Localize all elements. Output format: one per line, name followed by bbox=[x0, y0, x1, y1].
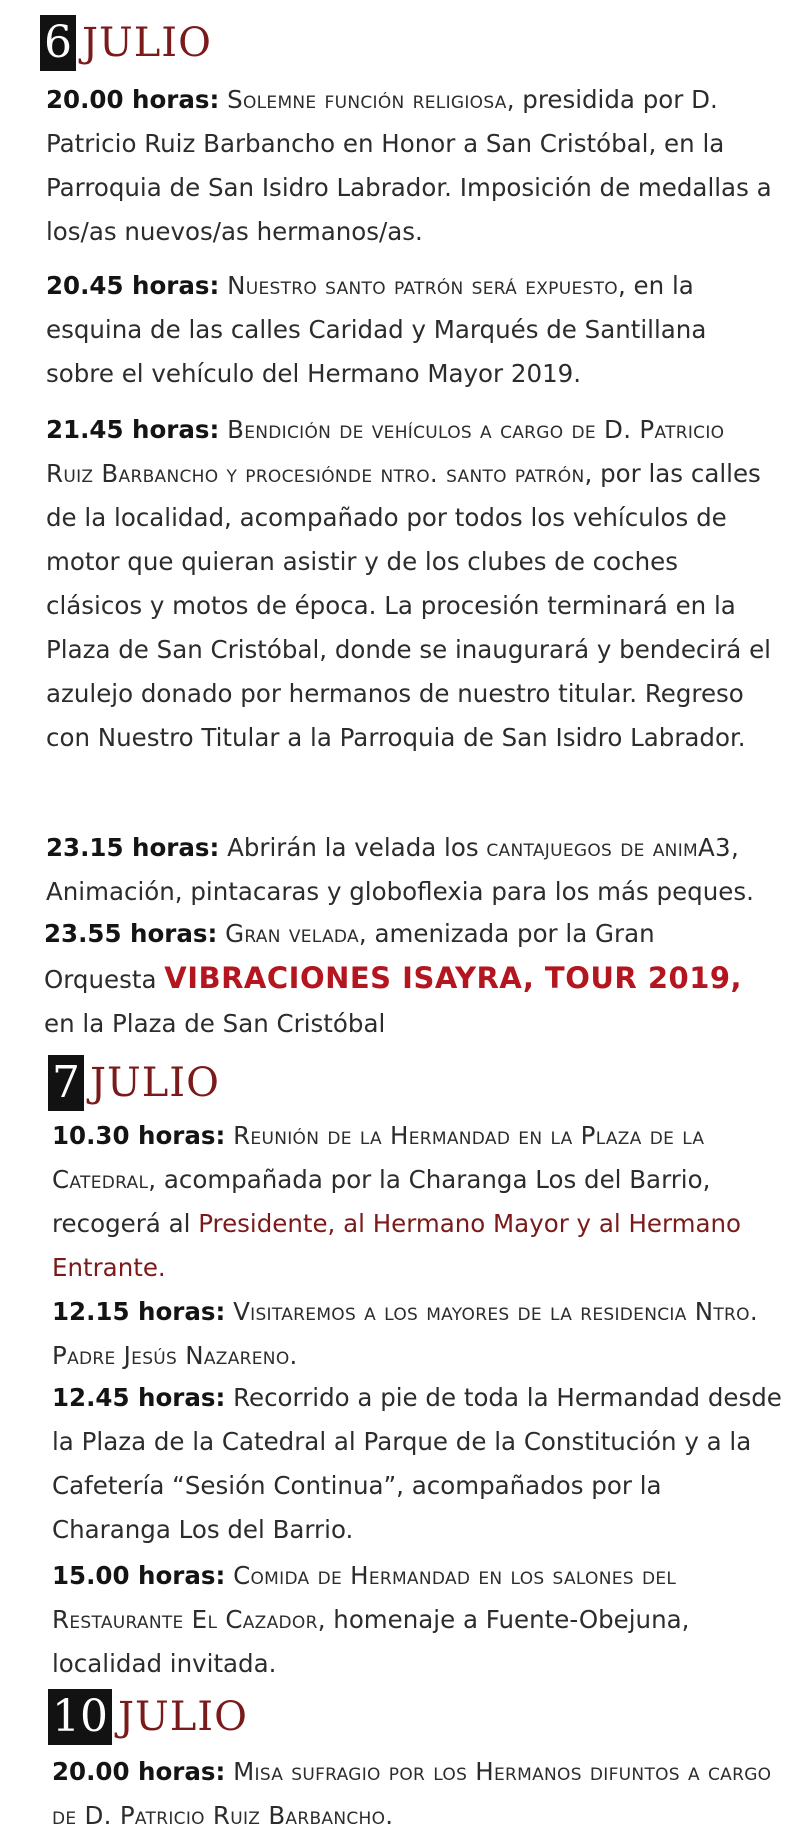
event-text: , en la esquina de las calles Caridad y Marqués de Santillana sobre el vehículo del Hermano Mayor 2019. bbox=[46, 271, 707, 388]
event-title: Visitaremos a los mayores de la residencia Ntro. Padre Jesús Nazareno. bbox=[52, 1297, 758, 1370]
event-location: en la Plaza de San Cristóbal bbox=[44, 1009, 386, 1038]
event-time: 10.30 horas: bbox=[52, 1121, 226, 1150]
event-item bbox=[52, 1290, 782, 1378]
event-text: , por las calles de la localidad, acompañado por todos los vehículos de motor que quieran asistir y de los clubes de coches clásicos y motos de época. La procesión terminará en la Plaza de San Cristóbal, donde se inaugurará y bendecirá el azulejo donado por hermanos de nuestro titular. Regreso con Nuestro Titular a la Parroquia de San Isidro Labrador. bbox=[46, 459, 771, 752]
event-item bbox=[46, 408, 776, 760]
event-text: , Animación, pintacaras y globoflexia para los más peques. bbox=[46, 833, 754, 906]
event-text: , presidida por D. Patricio Ruiz Barbancho en Honor a San Cristóbal, en la Parroquia de San Isidro Labrador. Imposición de medallas a los/as nuevos/as hermanos/as. bbox=[46, 85, 772, 246]
event-title: Solemne función religiosa bbox=[227, 85, 507, 114]
event-time: 23.55 horas: bbox=[44, 919, 218, 948]
event-title: Gran velada bbox=[225, 919, 359, 948]
day-number: 7 bbox=[48, 1055, 84, 1111]
month-label: JULIO bbox=[82, 20, 212, 66]
event-title: Nuestro santo patrón será expuesto bbox=[227, 271, 618, 300]
event-time: 15.00 horas: bbox=[52, 1561, 226, 1590]
month-label: JULIO bbox=[118, 1694, 248, 1740]
event-text: Abrirán la velada los bbox=[227, 833, 487, 862]
day-header-10 bbox=[48, 1688, 248, 1746]
event-item bbox=[52, 1554, 782, 1686]
day-header-6 bbox=[40, 14, 212, 72]
event-item bbox=[52, 1114, 782, 1290]
event-item bbox=[46, 826, 776, 914]
highlighted-guests: Presidente, al Hermano Mayor y al Hermano Entrante. bbox=[52, 1209, 741, 1282]
event-time: 20.00 horas: bbox=[52, 1757, 226, 1786]
event-time: 21.45 horas: bbox=[46, 415, 220, 444]
event-text: Recorrido a pie de toda la Hermandad desde la Plaza de la Catedral al Parque de la Constitución y a la Cafetería “Sesión Continua”, acompañados por la Charanga Los del Barrio. bbox=[52, 1383, 782, 1544]
event-title: Misa sufragio por los Hermanos difuntos a cargo de D. Patricio Ruiz Barbancho. bbox=[52, 1757, 772, 1830]
event-text: , acompañada por la Charanga Los del Barrio, recogerá al bbox=[52, 1165, 711, 1238]
event-item bbox=[52, 1750, 782, 1838]
day-number: 10 bbox=[48, 1689, 112, 1745]
day-header-7 bbox=[48, 1054, 220, 1112]
day-number: 6 bbox=[40, 15, 76, 71]
event-time: 23.15 horas: bbox=[46, 833, 220, 862]
event-item bbox=[44, 912, 774, 1046]
event-text: , amenizada por la Gran Orquesta bbox=[44, 919, 655, 994]
event-time: 12.15 horas: bbox=[52, 1297, 226, 1326]
event-title: Bendición de vehículos a cargo de D. Patricio Ruiz Barbancho y procesiónde ntro. santo patrón bbox=[46, 415, 725, 488]
event-text: , homenaje a Fuente-Obejuna, localidad invitada. bbox=[52, 1605, 690, 1678]
event-title: Reunión de la Hermandad en la Plaza de la Catedral bbox=[52, 1121, 705, 1194]
event-title: cantajuegos de animA3 bbox=[486, 833, 731, 862]
event-time: 20.00 horas: bbox=[46, 85, 220, 114]
event-title: Comida de Hermandad en los salones del Restaurante El Cazador bbox=[52, 1561, 677, 1634]
event-time: 12.45 horas: bbox=[52, 1383, 226, 1412]
event-item bbox=[46, 264, 776, 396]
event-item bbox=[46, 78, 776, 254]
event-time: 20.45 horas: bbox=[46, 271, 220, 300]
month-label: JULIO bbox=[90, 1060, 220, 1106]
band-name: VIBRACIONES ISAYRA, TOUR 2019, bbox=[164, 961, 743, 995]
event-item bbox=[52, 1376, 782, 1552]
